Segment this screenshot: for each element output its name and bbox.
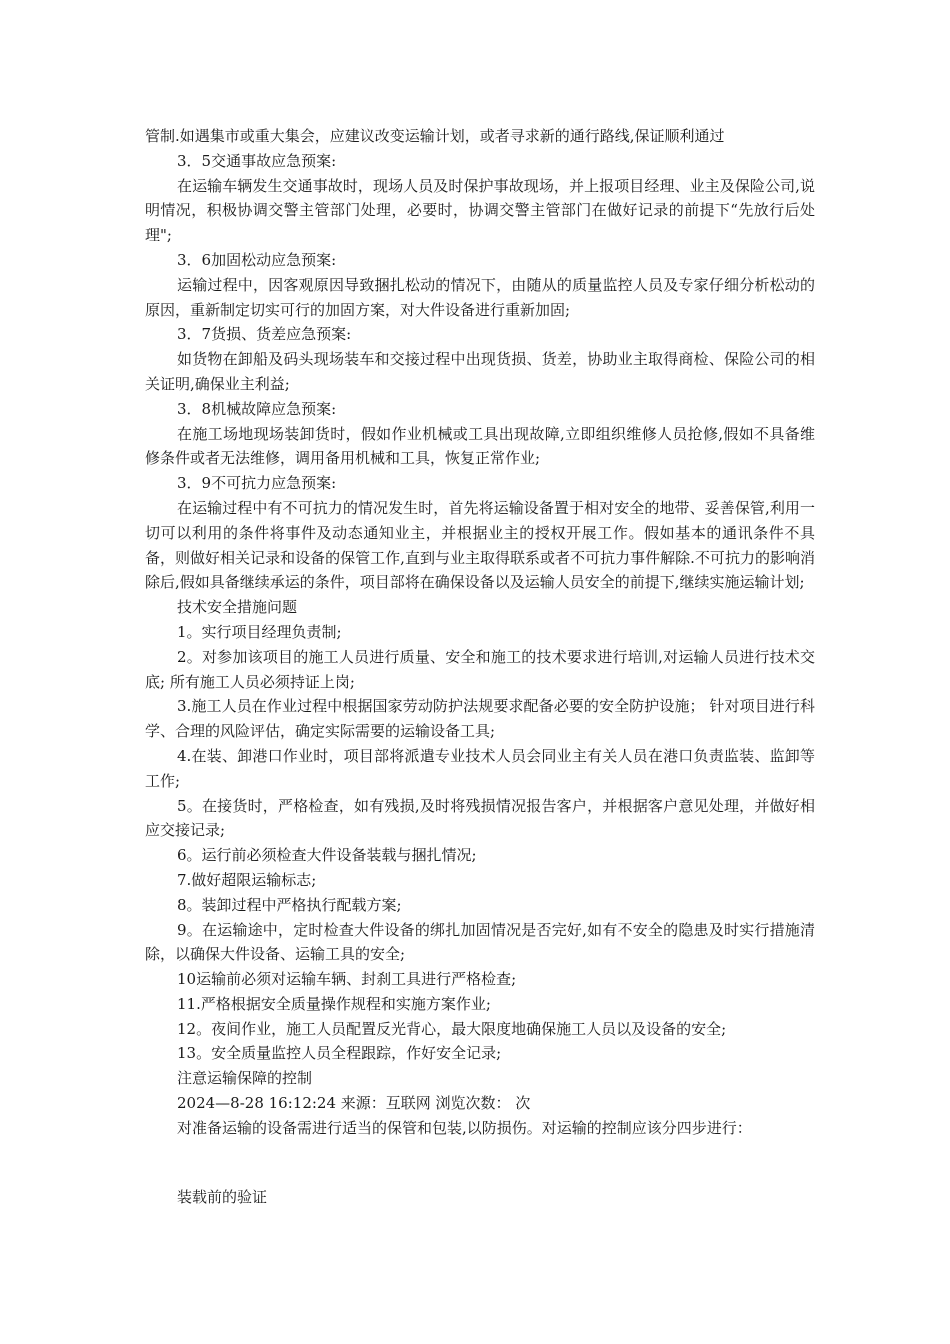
paragraph-3-8: 在施工场地现场装卸货时，假如作业机械或工具出现故障,立即组织维修人员抢修,假如不具备维修条件或者无法维修，调用备用机械和工具，恢复正常作业; (145, 424, 815, 468)
list-item-9: 9。在运输途中，定时检查大件设备的绑扎加固情况是否完好,如有不安全的隐患及时实行措施清除，以确保大件设备、运输工具的安全; (145, 920, 815, 964)
list-item-13: 13。安全质量监控人员全程跟踪，作好安全记录; (177, 1044, 502, 1063)
document-page (145, 124, 815, 1209)
section-heading-transport: 注意运输保障的控制 (177, 1069, 313, 1088)
heading-3-9: 3．9不可抗力应急预案: (177, 474, 337, 493)
paragraph-1: 管制.如遇集市或重大集会，应建议改变运输计划，或者寻求新的通行路线,保证顺利通过 (145, 127, 725, 145)
paragraph-transport: 对准备运输的设备需进行适当的保管和包装,以防损伤。对运输的控制应该分四步进行： (177, 1118, 752, 1137)
list-item-3: 3.施工人员在作业过程中根据国家劳动防护法规要求配备必要的安全防护设施； 针对项目进行科学、合理的风险评估，确定实际需要的运输设备工具; (145, 697, 815, 741)
meta-line: 2024—8-28 16:12:24 来源：互联网 浏览次数： 次 (177, 1094, 531, 1113)
section-heading-safety: 技术安全措施问题 (177, 598, 298, 617)
spacer (145, 1165, 815, 1185)
paragraph-3-5: 在运输车辆发生交通事故时，现场人员及时保护事故现场，并上报项目经理、业主及保险公司,说明情况，积极协调交警主管部门处理，必要时，协调交警主管部门在做好记录的前提下“先放行后处理"; (145, 176, 815, 245)
list-item-5: 5。在接货时，严格检查，如有残损,及时将残损情况报告客户，并根据客户意见处理，并做好相应交接记录; (145, 796, 815, 840)
list-item-7: 7.做好超限运输标志; (177, 870, 317, 889)
heading-3-6: 3．6加固松动应急预案: (177, 250, 337, 269)
list-item-10: 10运输前必须对运输车辆、封刹工具进行严格检查; (177, 970, 517, 989)
subheading-pre-load: 装载前的验证 (177, 1187, 268, 1206)
list-item-6: 6。运行前必须检查大件设备装载与捆扎情况; (177, 846, 477, 865)
paragraph-3-9: 在运输过程中有不可抗力的情况发生时，首先将运输设备置于相对安全的地带、妥善保管,利用一切可以利用的条件将事件及动态通知业主，并根据业主的授权开展工作。假如基本的通讯条件不具备，则做好相关记录和设备的保管工作,直到与业主取得联系或者不可抗力事件解除.不可抗力的影响消除后,假如具备继续承运的条件，项目部将在确保设备以及运输人员安全的前提下,继续实施运输计划; (145, 498, 815, 592)
blank-line (145, 1141, 815, 1165)
heading-3-5: 3．5交通事故应急预案: (177, 151, 337, 170)
paragraph-3-7: 如货物在卸船及码头现场装车和交接过程中出现货损、货差，协助业主取得商检、保险公司的相关证明,确保业主利益; (145, 350, 815, 393)
list-item-2: 2。对参加该项目的施工人员进行质量、安全和施工的技术要求进行培训,对运输人员进行技术交底; 所有施工人员必须持证上岗; (145, 647, 815, 691)
list-item-12: 12。夜间作业，施工人员配置反光背心，最大限度地确保施工人员以及设备的安全; (177, 1019, 727, 1038)
list-item-1: 1。实行项目经理负责制; (177, 622, 342, 641)
list-item-11: 11.严格根据安全质量操作规程和实施方案作业; (177, 994, 491, 1013)
list-item-8: 8。装卸过程中严格执行配载方案; (177, 895, 402, 914)
paragraph-3-6: 运输过程中，因客观原因导致捆扎松动的情况下，由随从的质量监控人员及专家仔细分析松动的原因，重新制定切实可行的加固方案，对大件设备进行重新加固; (145, 275, 815, 319)
list-item-4: 4.在装、卸港口作业时，项目部将派遣专业技术人员会同业主有关人员在港口负责监装、监卸等工作; (145, 746, 815, 790)
heading-3-8: 3．8机械故障应急预案: (177, 399, 337, 418)
heading-3-7: 3．7货损、货差应急预案: (177, 325, 352, 344)
